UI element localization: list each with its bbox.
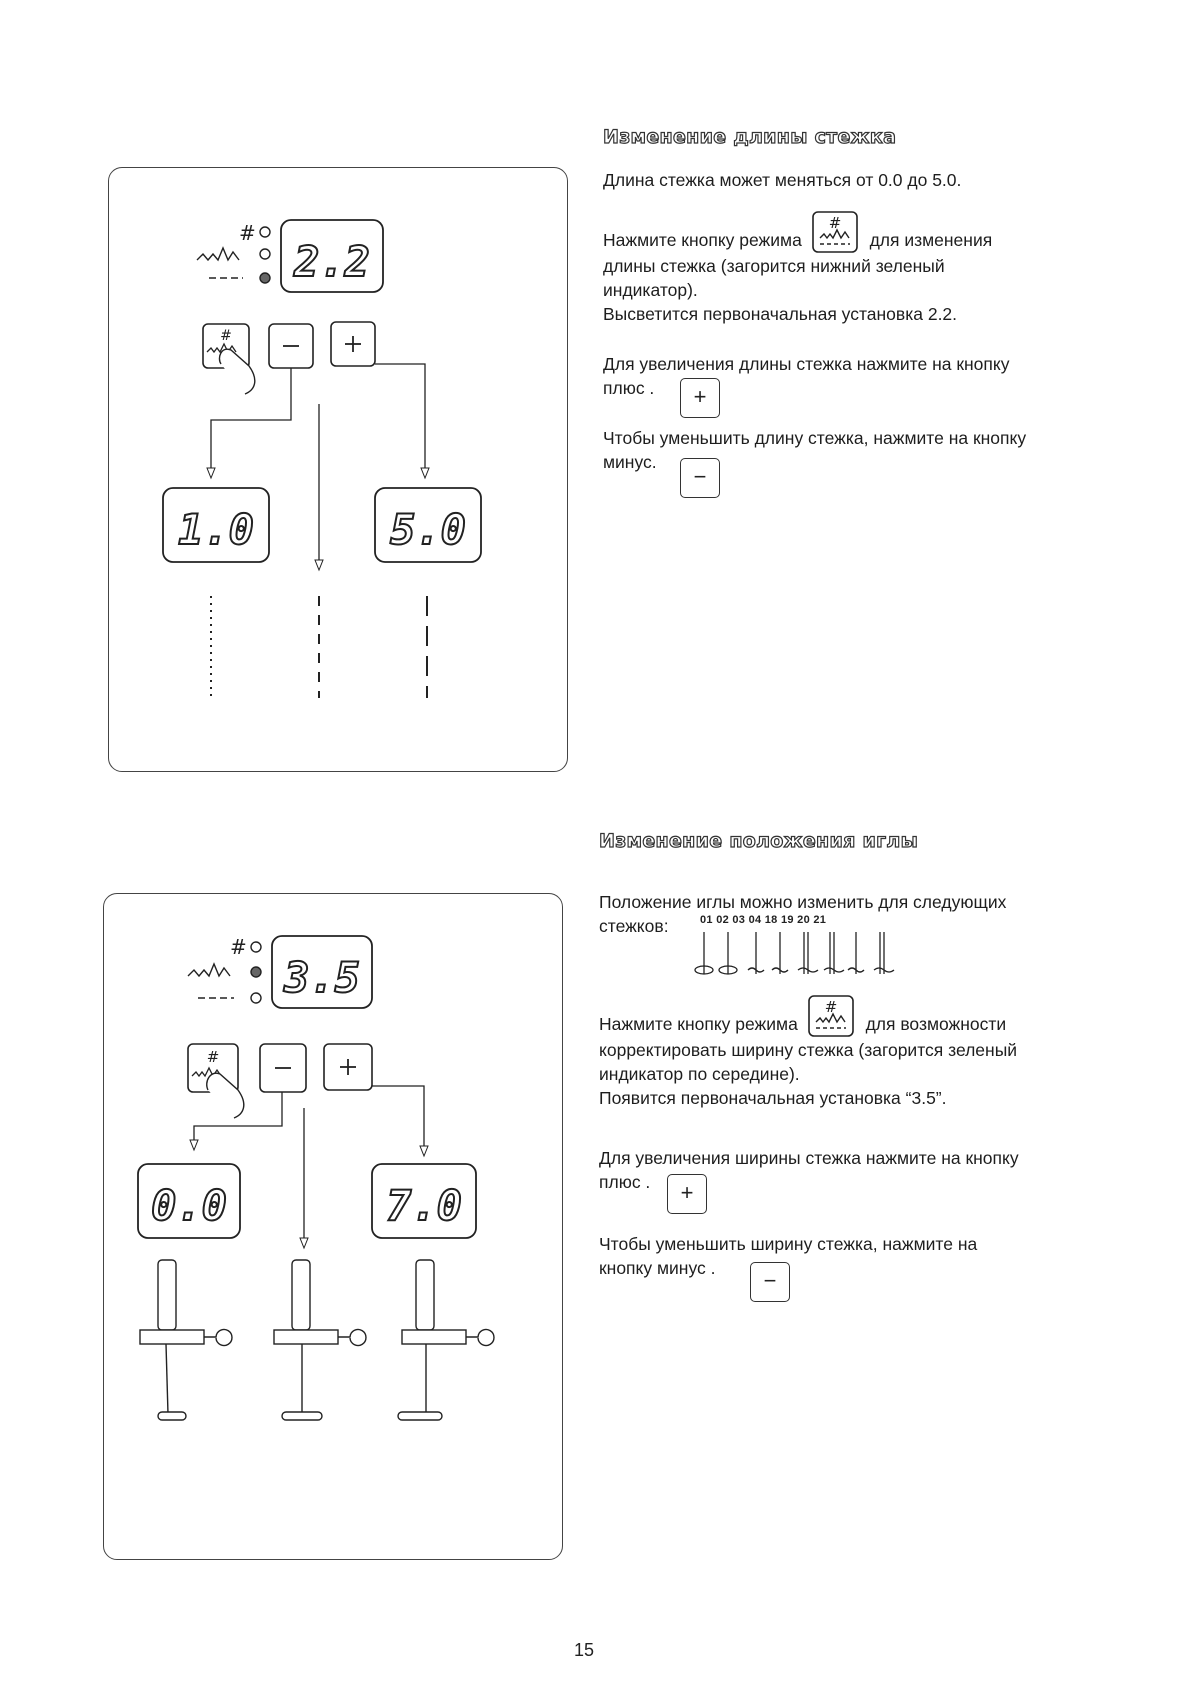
section2-heading: Изменение положения иглы [599, 830, 919, 852]
section1-press [603, 214, 993, 326]
needle-center-position [274, 1260, 366, 1420]
zigzag-indicator-label-2 [188, 964, 230, 976]
minus2-text-b: кнопку минус . [599, 1258, 716, 1278]
intro-text-b: стежков: [599, 916, 669, 936]
section1-text [603, 168, 961, 192]
hash-indicator-label: # [239, 221, 256, 245]
plus-text-b: плюс . [603, 378, 655, 398]
press-text-c: длины стежка (загорится нижний зеленый [603, 256, 945, 277]
section1-heading: Изменение длины стежка [603, 126, 897, 148]
plus-button-icon-2: + [667, 1174, 707, 1214]
minus2-text-a: Чтобы уменьшить ширину стежка, нажмите на [599, 1234, 978, 1254]
indicator-middle [260, 249, 270, 259]
press2-text-a: Нажмите кнопку режима [599, 1014, 798, 1034]
lcd-value-max-2: 7.0 [386, 1181, 462, 1230]
press-text-e: Высветится первоначальная установка 2.2. [603, 304, 958, 325]
section2-press [599, 998, 1018, 1110]
plus2-text-a: Для увеличения ширины стежка нажмите на кнопку [599, 1148, 1019, 1168]
hash-symbol: # [828, 214, 841, 233]
section1-plus [603, 352, 1009, 400]
press2-text-d: индикатор по середине). [599, 1064, 800, 1085]
indicator-top [260, 227, 270, 237]
minus-button-icon-2: − [750, 1262, 790, 1302]
page-number: 15 [574, 1640, 595, 1660]
indicator-bottom-lit [260, 273, 270, 283]
press2-text-b: для возможности [865, 1014, 1007, 1034]
lcd-value-main-2: 3.5 [284, 953, 360, 1002]
press-text-a: Нажмите кнопку режима [603, 230, 802, 250]
lcd-value-max: 5.0 [390, 505, 466, 554]
hash-indicator-label-2: # [230, 935, 247, 959]
zigzag-indicator-label [197, 248, 239, 260]
stitch-codes: 01 02 03 04 18 19 20 21 [700, 914, 827, 926]
arrow-plus-2 [372, 1086, 424, 1152]
svg-text:#: # [206, 1048, 220, 1066]
svg-text:#: # [824, 998, 837, 1017]
minus-text-b: минус. [603, 452, 657, 472]
press-text-b: для изменения [869, 230, 993, 250]
stitch-samples-icon [690, 930, 900, 982]
mode-button-icon-2 [807, 994, 855, 1038]
needle-left-position [140, 1260, 232, 1420]
press2-text-c: корректировать ширину стежка (загорится зеленый [599, 1040, 1018, 1061]
section2-plus [599, 1146, 1019, 1194]
press-text-d: индикатор). [603, 280, 698, 301]
mode-button-icon [811, 210, 859, 254]
needle-right-position [398, 1260, 494, 1420]
needle-position-diagram [103, 893, 563, 1560]
mode-button-hash: # [220, 328, 232, 344]
stitch-length-diagram [108, 167, 568, 772]
lcd-value-main: 2.2 [294, 237, 370, 286]
minus-text-a: Чтобы уменьшить длину стежка, нажмите на кнопку [603, 428, 1027, 448]
indicator-middle-lit [251, 967, 261, 977]
plus-button-icon: + [680, 378, 720, 418]
plus-text-a: Для увеличения длины стежка нажмите на кнопку [603, 354, 1010, 374]
arrow-plus [375, 364, 425, 474]
section2-press-line1 [599, 998, 1017, 1038]
section1-minus [603, 426, 1026, 474]
section1-press-line1 [603, 214, 993, 254]
minus-button-icon: − [680, 458, 720, 498]
lcd-value-min: 1.0 [178, 505, 254, 554]
lcd-value-min-2: 0.0 [151, 1181, 227, 1230]
plus2-text-b: плюс . [599, 1172, 651, 1192]
intro-text-a: Положение иглы можно изменить для следующих [599, 892, 1007, 912]
section1-intro: Длина стежка может меняться от 0.0 до 5.0. [603, 170, 962, 190]
press2-text-e: Появится первоначальная установка “3.5”. [599, 1088, 947, 1109]
